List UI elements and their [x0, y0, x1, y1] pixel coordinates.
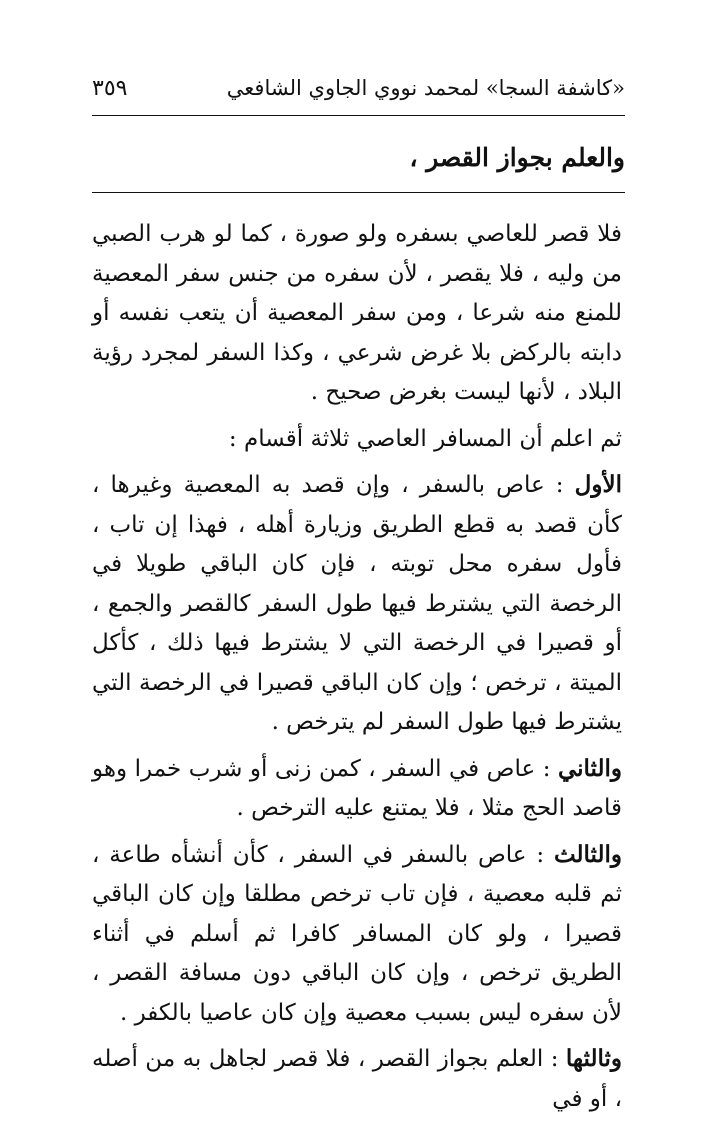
- paragraph-text: ثم اعلم أن المسافر العاصي ثلاثة أقسام :: [228, 425, 622, 452]
- paragraph: [92, 835, 622, 1034]
- paragraph: [92, 419, 622, 460]
- header-divider: [92, 115, 625, 116]
- paragraph: [92, 1039, 622, 1119]
- heading-divider: [92, 192, 625, 193]
- body-text: [92, 214, 622, 1119]
- section-heading: والعلم بجواز القصر ،: [409, 143, 625, 172]
- paragraph-text: فلا قصر للعاصي بسفره ولو صورة ، كما لو هرب الصبي من وليه ، فلا يقصر ، لأن سفره من جنس سفر المعصية للمنع منه شرعا ، ومن سفر المعصية أن يتعب نفسه أو دابته بالركض بلا غرض شرعي ، وكذا السفر لمجرد رؤية البلاد ، لأنها ليست بغرض صحيح .: [92, 221, 622, 405]
- paragraph: [92, 214, 622, 413]
- paragraph-text: : العلم بجواز القصر ، فلا قصر لجاهل به من أصله ، أو في: [92, 1046, 622, 1112]
- running-header: [92, 68, 625, 108]
- paragraph-text: : عاص بالسفر ، وإن قصد به المعصية وغيرها ، كأن قصد به قطع الطريق وزيارة أهله ، فهذا إن تاب ، فأول سفره محل توبته ، فإن كان الباقي طويلا في الرخصة التي يشترط فيها طول السفر كالقصر والجمع ، أو قصيرا في الرخصة التي لا يشترط فيها ذلك ، كأكل الميتة ، ترخص ؛ وإن كان الباقي قصيرا في الرخصة التي يشترط فيها طول السفر لم يترخص .: [92, 472, 622, 735]
- paragraph-text: : عاص بالسفر في السفر ، كأن أنشأه طاعة ، ثم قلبه معصية ، فإن تاب ترخص مطلقا وإن كان الباقي قصيرا ، ولو كان المسافر كافرا ثم أسلم في أثناء الطريق ترخص ، وإن كان الباقي دون مسافة القصر ، لأن سفره ليس بسبب معصية وإن كان عاصيا بالكفر .: [92, 841, 622, 1026]
- paragraph-text: : عاص في السفر ، كمن زنى أو شرب خمرا وهو قاصد الحج مثلا ، فلا يمتنع عليه الترخص .: [92, 755, 622, 821]
- book-title: «كاشفة السجا» لمحمد نووي الجاوي الشافعي: [226, 76, 625, 100]
- paragraph: [92, 749, 622, 829]
- paragraph-lead: والثالث: [553, 840, 622, 868]
- paragraph-lead: وثالثها: [565, 1045, 622, 1072]
- paragraph: [92, 465, 622, 743]
- paragraph-lead: الأول: [574, 471, 622, 498]
- paragraph-lead: والثاني: [557, 754, 622, 782]
- page-number: ٣٥٩: [92, 75, 128, 101]
